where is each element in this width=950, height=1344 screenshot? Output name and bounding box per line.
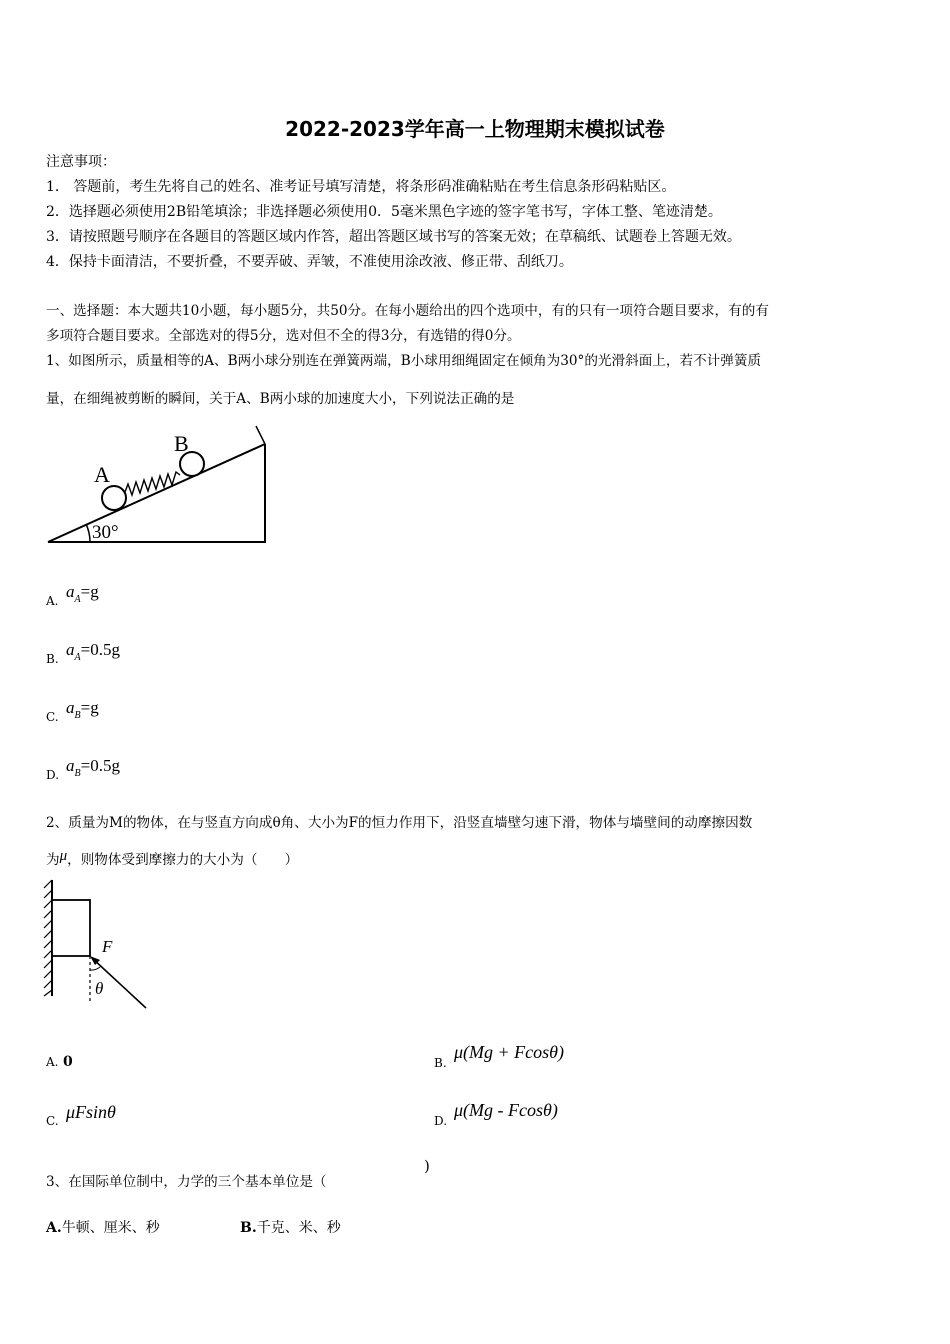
option-letter: A. <box>46 594 59 608</box>
ball-a <box>102 486 126 510</box>
question-2-line-2: 为μ，则物体受到摩擦力的大小为（ ） <box>46 848 299 868</box>
notice-item-3: 3．请按照题号顺序在各题目的答题区域内作答，超出答题区域书写的答案无效；在草稿纸、试题卷上答题无效。 <box>46 229 741 245</box>
option-formula: $a_B=0.5g$ <box>66 756 120 779</box>
option-letter: D. <box>434 1114 448 1128</box>
page-title: 2022-2023学年高一上物理期末模拟试卷 <box>285 117 665 141</box>
force-label: F <box>102 937 113 956</box>
question-2-line-1: 2、质量为M的物体，在与竖直方向成θ角、大小为F的恒力作用下，沿竖直墙壁匀速下滑，物体与墙壁间的动摩擦因数 <box>46 815 753 831</box>
question-1-line-2: 量，在细绳被剪断的瞬间，关于A、B两小球的加速度大小，下列说法正确的是 <box>46 391 515 407</box>
wall-block-figure <box>40 876 155 1016</box>
option-letter: B. <box>434 1056 447 1070</box>
section-intro-line-1: 一、选择题：本大题共10小题，每小题5分，共50分。在每小题给出的四个选项中，有的只有一项符合题目要求，有的有 <box>46 303 769 319</box>
spring <box>125 472 180 495</box>
q3-option-b[interactable] <box>240 1217 341 1237</box>
question-3-line-1: 3、在国际单位制中，力学的三个基本单位是（ <box>46 1174 327 1190</box>
option-letter: A. <box>46 1055 59 1069</box>
label-a: A <box>94 462 110 487</box>
notice-item-1: 1． 答题前，考生先将自己的姓名、准考证号填写清楚，将条形码准确粘贴在考生信息条形码粘贴区。 <box>46 179 676 195</box>
option-formula: μFsinθ <box>66 1102 116 1122</box>
option-letter: B. <box>46 652 59 666</box>
option-formula: $a_A=g$ <box>66 582 99 605</box>
notice-item-2: 2．选择题必须使用2B铅笔填涂；非选择题必须使用0．5毫米黑色字迹的签字笔书写，字体工整、笔迹清楚。 <box>46 204 722 220</box>
option-letter: C. <box>46 710 59 724</box>
q3-option-a[interactable] <box>46 1217 160 1237</box>
angle-arc <box>86 524 90 542</box>
label-b: B <box>174 431 189 456</box>
option-letter: A. <box>46 1220 62 1236</box>
option-letter: C. <box>46 1114 59 1128</box>
option-formula: μ(Mg - Fcosθ) <box>454 1100 558 1120</box>
wall-hatch <box>44 880 52 996</box>
option-text: 千克、米、秒 <box>256 1220 341 1236</box>
notice-heading: 注意事项： <box>46 154 116 170</box>
option-letter: D. <box>46 768 60 782</box>
option-formula: $a_A=0.5g$ <box>66 640 120 663</box>
theta-label: θ <box>95 979 104 998</box>
q3-paren-close: ) <box>424 1157 430 1175</box>
option-text: 0 <box>62 1054 73 1070</box>
angle-label: 30° <box>92 522 119 543</box>
notice-item-4: 4．保持卡面清洁，不要折叠，不要弄破、弄皱，不准使用涂改液、修正带、刮纸刀。 <box>46 254 573 270</box>
option-text: 牛顿、厘米、秒 <box>61 1220 160 1236</box>
q2-option-a[interactable] <box>46 1054 73 1070</box>
incline-triangle <box>48 426 265 542</box>
option-formula: μ(Mg + Fcosθ) <box>454 1042 564 1062</box>
theta-arc <box>90 967 100 970</box>
option-formula: $a_B=g$ <box>66 698 99 721</box>
incline-figure <box>40 418 280 550</box>
option-letter: B. <box>240 1220 257 1236</box>
block <box>52 900 90 956</box>
section-intro-line-2: 多项符合题目要求。全部选对的得5分，选对但不全的得3分，有选错的得0分。 <box>46 328 521 344</box>
question-1-line-1: 1、如图所示，质量相等的A、B两小球分别连在弹簧两端，B小球用细绳固定在倾角为30°的光滑斜面上，若不计弹簧质 <box>46 353 762 369</box>
